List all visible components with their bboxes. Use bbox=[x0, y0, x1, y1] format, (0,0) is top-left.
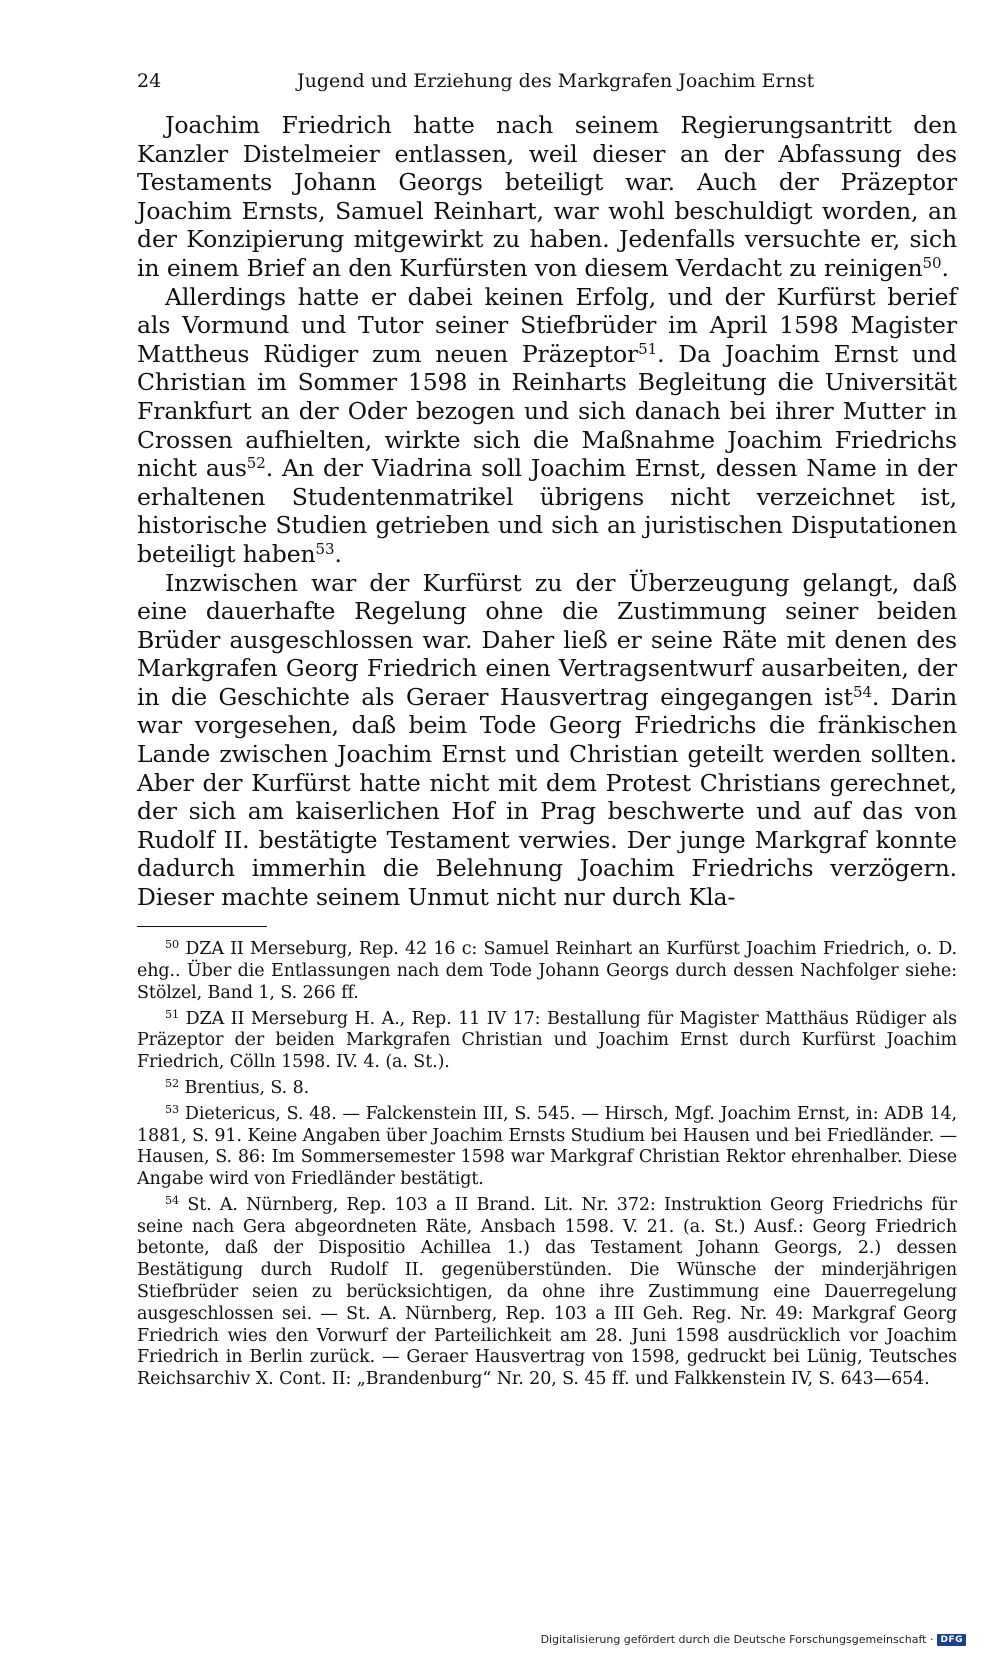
paragraph-1: Joachim Friedrich hatte nach seinem Regierungsantritt den Kanzler Distelmeier entlassen, weil dieser an der Abfassung des Testaments Johann Georgs beteiligt war. Auch der Präzeptor Joachim Ernsts, Samuel Reinhart, war wohl beschuldigt worden, an der Konzipierung mitgewirkt zu haben. Jedenfalls versuchte er, sich in einem Brief an den Kurfürsten von diesem Verdacht zu reinigen$^{50}$. bbox=[137, 111, 957, 282]
digitization-credit bbox=[541, 1633, 966, 1646]
paragraph-2: Allerdings hatte er dabei keinen Erfolg, und der Kurfürst berief als Vormund und Tutor seiner Stiefbrüder im April 1598 Magister Mattheus Rüdiger zum neuen Präzeptor$^{51}$. Da Joachim Ernst und Christian im Sommer 1598 in Reinharts Begleitung die Universität Frankfurt an der Oder bezogen und sich danach bei ihrer Mutter in Crossen aufhielten, wirkte sich die Maßnahme Joachim Friedrichs nicht aus$^{52}$. An der Viadrina soll Joachim Ernst, dessen Name in der erhaltenen Studentenmatrikel übrigens nicht verzeichnet ist, historische Studien getrieben und sich an juristischen Disputationen beteiligt haben$^{53}$. bbox=[137, 282, 957, 568]
footnote bbox=[137, 1104, 957, 1191]
footnote-ref-51[interactable]: 51 bbox=[638, 339, 658, 358]
footnote-divider bbox=[137, 926, 267, 928]
footnote-number: 50 bbox=[165, 938, 180, 952]
footnote-ref-54[interactable]: 54 bbox=[852, 683, 872, 702]
footnote bbox=[137, 1195, 957, 1391]
footnote-text: Brentius, S. 8. bbox=[184, 1077, 310, 1098]
footnote-number: 51 bbox=[165, 1007, 180, 1021]
footnote-text: DZA II Merseburg, Rep. 42 16 c: Samuel Reinhart an Kurfürst Joachim Friedrich, o. D. ehg.. Über die Entlassungen nach dem Tode Johann Georgs durch dessen Nachfolger siehe: Stölzel, Band 1, S. 266 ff. bbox=[137, 939, 957, 1003]
book-page bbox=[137, 72, 957, 1395]
footnote-number: 54 bbox=[165, 1194, 180, 1208]
credit-text: Digitalisierung gefördert durch die Deutsche Forschungsgemeinschaft · bbox=[540, 1633, 934, 1646]
footnote-ref-53[interactable]: 53 bbox=[315, 540, 335, 559]
paragraph-3: Inzwischen war der Kurfürst zu der Überzeugung gelangt, daß eine dauerhafte Regelung ohne die Zustimmung seiner beiden Brüder ausgeschlossen war. Daher ließ er seine Räte mit denen des Markgrafen Georg Friedrich einen Vertragsentwurf ausarbeiten, der in die Geschichte als Geraer Hausvertrag eingegangen ist$^{54}$. Darin war vorgesehen, daß beim Tode Georg Friedrichs die fränkischen Lande zwischen Joachim Ernst und Christian geteilt werden sollten. Aber der Kurfürst hatte nicht mit dem Protest Christians gerechnet, der sich am kaiserlichen Hof in Prag beschwerte und auf das von Rudolf II. bestätigte Testament verwies. Der junge Markgraf konnte dadurch immerhin die Belehnung Joachim Friedrichs verzögern. Dieser machte seinem Unmut nicht nur durch Kla- bbox=[137, 568, 957, 912]
footnote-ref-50[interactable]: 50 bbox=[922, 254, 942, 273]
footnote-text: St. A. Nürnberg, Rep. 103 a II Brand. Lit. Nr. 372: Instruktion Georg Friedrichs für seine nach Gera abgeordneten Räte, Ansbach 1598. V. 21. (a. St.) Ausf.: Georg Friedrich betonte, daß der Dispositio Achillea 1.) das Testament Johann Georgs, 2.) dessen Bestätigung durch Rudolf II. gegenüberstünden. Die Wünsche der minderjährigen Stiefbrüder seien zu berücksichtigen, da ohne ihre Zustimmung eine Dauerregelung ausgeschlossen sei. — St. A. Nürnberg, Rep. 103 a III Geh. Reg. Nr. 49: Markgraf Georg Friedrich wies den Vorwurf der Parteilichkeit am 28. Juni 1598 ausdrücklich vor Joachim Friedrich in Berlin zurück. — Geraer Hausvertrag von 1598, gedruckt bei Lünig, Teutsches Reichsarchiv X. Cont. II: „Brandenburg“ Nr. 20, S. 45 ff. und Falkkenstein IV, S. 643—654. bbox=[137, 1194, 957, 1390]
footnote-ref-52[interactable]: 52 bbox=[246, 454, 266, 473]
footnote-number: 52 bbox=[165, 1077, 180, 1091]
dfg-logo[interactable]: DFG bbox=[937, 1634, 966, 1646]
page-number: 24 bbox=[137, 70, 162, 92]
footnote bbox=[137, 1009, 957, 1074]
running-title: Jugend und Erziehung des Markgrafen Joachim Ernst bbox=[297, 70, 815, 92]
footnote-number: 53 bbox=[165, 1102, 180, 1116]
running-head bbox=[137, 72, 957, 106]
footnote-text: DZA II Merseburg H. A., Rep. 11 IV 17: Bestallung für Magister Matthäus Rüdiger als Präzeptor der beiden Markgrafen Christian und Joachim Ernst durch Kurfürst Joachim Friedrich, Cölln 1598. IV. 4. (a. St.). bbox=[137, 1008, 957, 1073]
main-text bbox=[137, 111, 957, 912]
footnote bbox=[137, 1078, 957, 1100]
footnotes bbox=[137, 939, 957, 1391]
footnote bbox=[137, 939, 957, 1004]
footnote-text: Dietericus, S. 48. — Falckenstein III, S. 545. — Hirsch, Mgf. Joachim Ernst, in: ADB 14, 1881, S. 91. Keine Angaben über Joachim Ernsts Studium bei Hausen und bei Friedländer. — Hausen, S. 86: Im Sommersemester 1598 war Markgraf Christian Rektor ehrenhalber. Diese Angabe wird von Friedländer bestätigt. bbox=[137, 1103, 957, 1190]
